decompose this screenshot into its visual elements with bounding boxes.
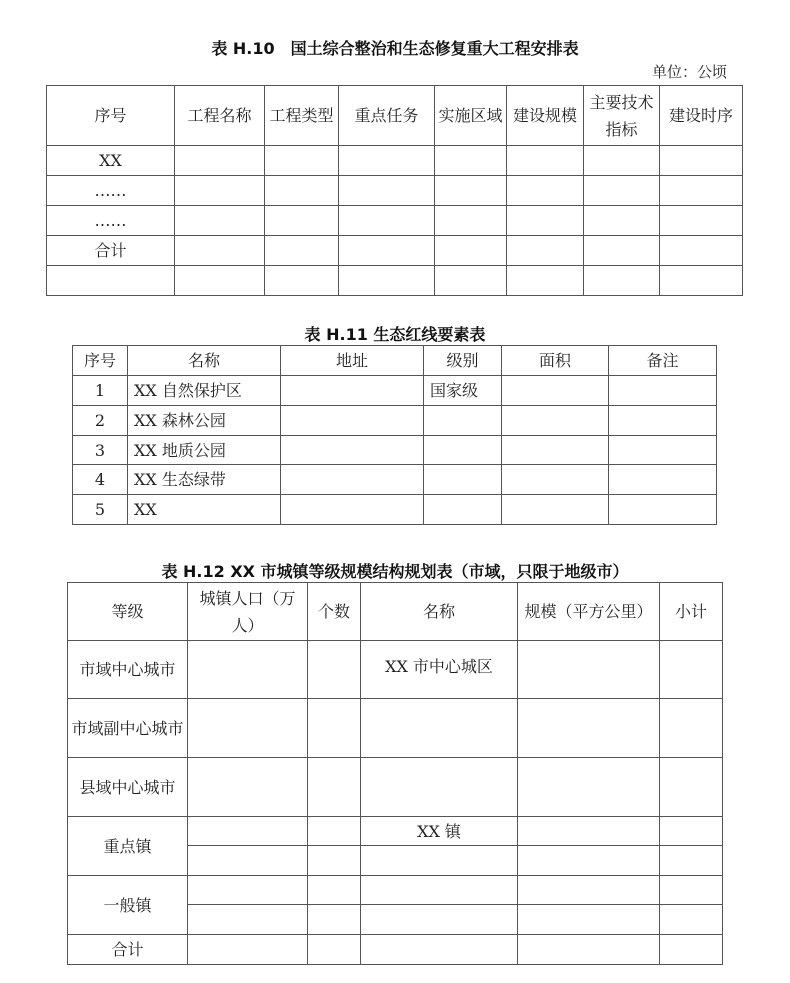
- row-level: [424, 495, 502, 525]
- header-cell: 名称: [128, 346, 281, 376]
- table-h12-title: 表 H.12 XX 市城镇等级规模结构规划表（市域，只限于地级市）: [161, 562, 629, 581]
- table-row: [68, 935, 723, 965]
- table-h10-title: 表 H.10 国土综合整治和生态修复重大工程安排表: [211, 39, 579, 58]
- table-row: [47, 146, 743, 176]
- header-cell: 备注: [609, 346, 717, 376]
- table-h12: [67, 582, 723, 965]
- table-row: [47, 236, 743, 266]
- table-h10-unit: 单位：公顷: [652, 63, 728, 81]
- header-cell: 工程名称: [175, 86, 265, 146]
- table-row: [47, 266, 743, 296]
- row-label: 合计: [47, 236, 175, 266]
- header-cell: 名称: [361, 583, 518, 641]
- header-cell: 级别: [424, 346, 502, 376]
- row-label: ……: [47, 176, 175, 206]
- table-row: [47, 206, 743, 236]
- row-name: XX 森林公园: [128, 406, 281, 436]
- row-number: 5: [73, 495, 128, 525]
- header-cell: 建设规模: [507, 86, 584, 146]
- row-number: 3: [73, 436, 128, 465]
- town-name: XX 市中心城区: [361, 641, 518, 699]
- header-cell: 重点任务: [339, 86, 435, 146]
- header-cell: 等级: [68, 583, 188, 641]
- row-level: 国家级: [424, 376, 502, 406]
- table-h11-title: 表 H.11 生态红线要素表: [304, 325, 486, 344]
- table-row: [73, 376, 717, 406]
- header-cell: 实施区域: [435, 86, 507, 146]
- table-h11: [72, 345, 717, 525]
- row-label: [47, 266, 175, 296]
- table-row: [68, 641, 723, 699]
- grade-label: 市域中心城市: [68, 641, 188, 699]
- grade-label: 一般镇: [68, 876, 188, 935]
- header-cell: 序号: [47, 86, 175, 146]
- grade-label: 重点镇: [68, 817, 188, 876]
- table-row: [68, 876, 723, 905]
- table-h10-header-row: [47, 86, 743, 146]
- header-cell: 小计: [660, 583, 723, 641]
- header-cell: 建设时序: [660, 86, 743, 146]
- header-cell: 主要技术指标: [584, 86, 660, 146]
- table-row: [68, 817, 723, 846]
- grade-label: 市域副中心城市: [68, 699, 188, 758]
- header-cell: 工程类型: [265, 86, 339, 146]
- grade-label: 县域中心城市: [68, 758, 188, 817]
- header-cell: 地址: [281, 346, 424, 376]
- row-name: XX: [128, 495, 281, 525]
- table-h10: [46, 85, 743, 296]
- row-number: 2: [73, 406, 128, 436]
- row-name: XX 地质公园: [128, 436, 281, 465]
- table-row: [68, 699, 723, 758]
- header-cell: 个数: [308, 583, 361, 641]
- row-number: 4: [73, 465, 128, 495]
- row-level: [424, 465, 502, 495]
- row-name: XX 生态绿带: [128, 465, 281, 495]
- row-label: ……: [47, 206, 175, 236]
- table-h11-header-row: [73, 346, 717, 376]
- header-cell: 序号: [73, 346, 128, 376]
- table-row: [47, 176, 743, 206]
- table-row: [73, 406, 717, 436]
- table-row: [68, 758, 723, 817]
- table-h12-header-row: [68, 583, 723, 641]
- row-level: [424, 436, 502, 465]
- row-name: XX 自然保护区: [128, 376, 281, 406]
- header-cell: 城镇人口（万人）: [188, 583, 308, 641]
- table-row: [73, 495, 717, 525]
- row-number: 1: [73, 376, 128, 406]
- grade-label: 合计: [68, 935, 188, 965]
- table-row: [73, 465, 717, 495]
- table-row: [73, 436, 717, 465]
- header-cell: 规模（平方公里）: [518, 583, 660, 641]
- header-cell: 面积: [502, 346, 609, 376]
- row-level: [424, 406, 502, 436]
- row-label: XX: [47, 146, 175, 176]
- town-name: XX 镇: [361, 817, 518, 846]
